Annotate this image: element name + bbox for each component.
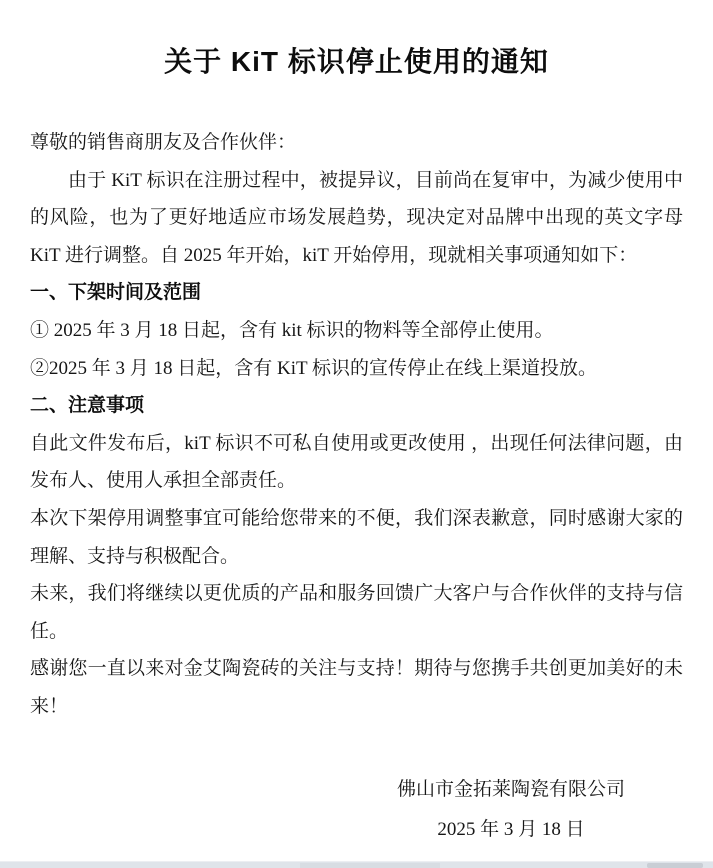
section-2-paragraph-1: 自此文件发布后，kiT 标识不可私自使用或更改使用 ，出现任何法律问题，由发布人、使用人承担全部责任。 <box>30 432 683 492</box>
section-1-item-2: ②2025 年 3 月 18 日起，含有 KiT 标识的宣传停止在线上渠道投放。 <box>30 357 598 379</box>
section-2-heading: 二、注意事项 <box>30 395 145 417</box>
document-title: 关于 KiT 标识停止使用的通知 <box>164 46 549 77</box>
salutation-line: 尊敬的销售商朋友及合作伙伴： <box>30 132 297 153</box>
signature-company-name: 佛山市金拓莱陶瓷有限公司 <box>396 778 625 800</box>
section-1-heading: 一、下架时间及范围 <box>30 282 202 304</box>
scrollbar-shade <box>300 863 440 868</box>
signature-date: 2025 年 3 月 18 日 <box>437 818 585 840</box>
section-1-item-1: ① 2025 年 3 月 18 日起，含有 kit 标识的物料等全部停止使用。 <box>30 319 554 341</box>
document-body <box>30 124 683 726</box>
section-2-paragraph-3: 未来，我们将继续以更优质的产品和服务回馈广大客户与合作伙伴的支持与信任。 <box>30 583 683 642</box>
section-2-paragraph-2: 本次下架停用调整事宜可能给您带来的不便，我们深表歉意，同时感谢大家的理解、支持与积极配合。 <box>30 507 683 567</box>
notice-document <box>0 42 713 850</box>
intro-paragraph: 由于 KiT 标识在注册过程中，被提异议，目前尚在复审中，为减少使用中的风险，也为了更好地适应市场发展趋势，现决定对品牌中出现的英文字母 KiT 进行调整。自 2025 年开始，kiT 开始停用，现就相关事项通知如下： <box>30 169 683 266</box>
section-2-paragraph-4: 感谢您一直以来对金艾陶瓷砖的关注与支持！期待与您携手共创更加美好的未来！ <box>30 658 683 717</box>
horizontal-scrollbar[interactable] <box>0 861 713 868</box>
signature-block <box>397 770 625 850</box>
scrollbar-thumb[interactable] <box>647 863 703 868</box>
